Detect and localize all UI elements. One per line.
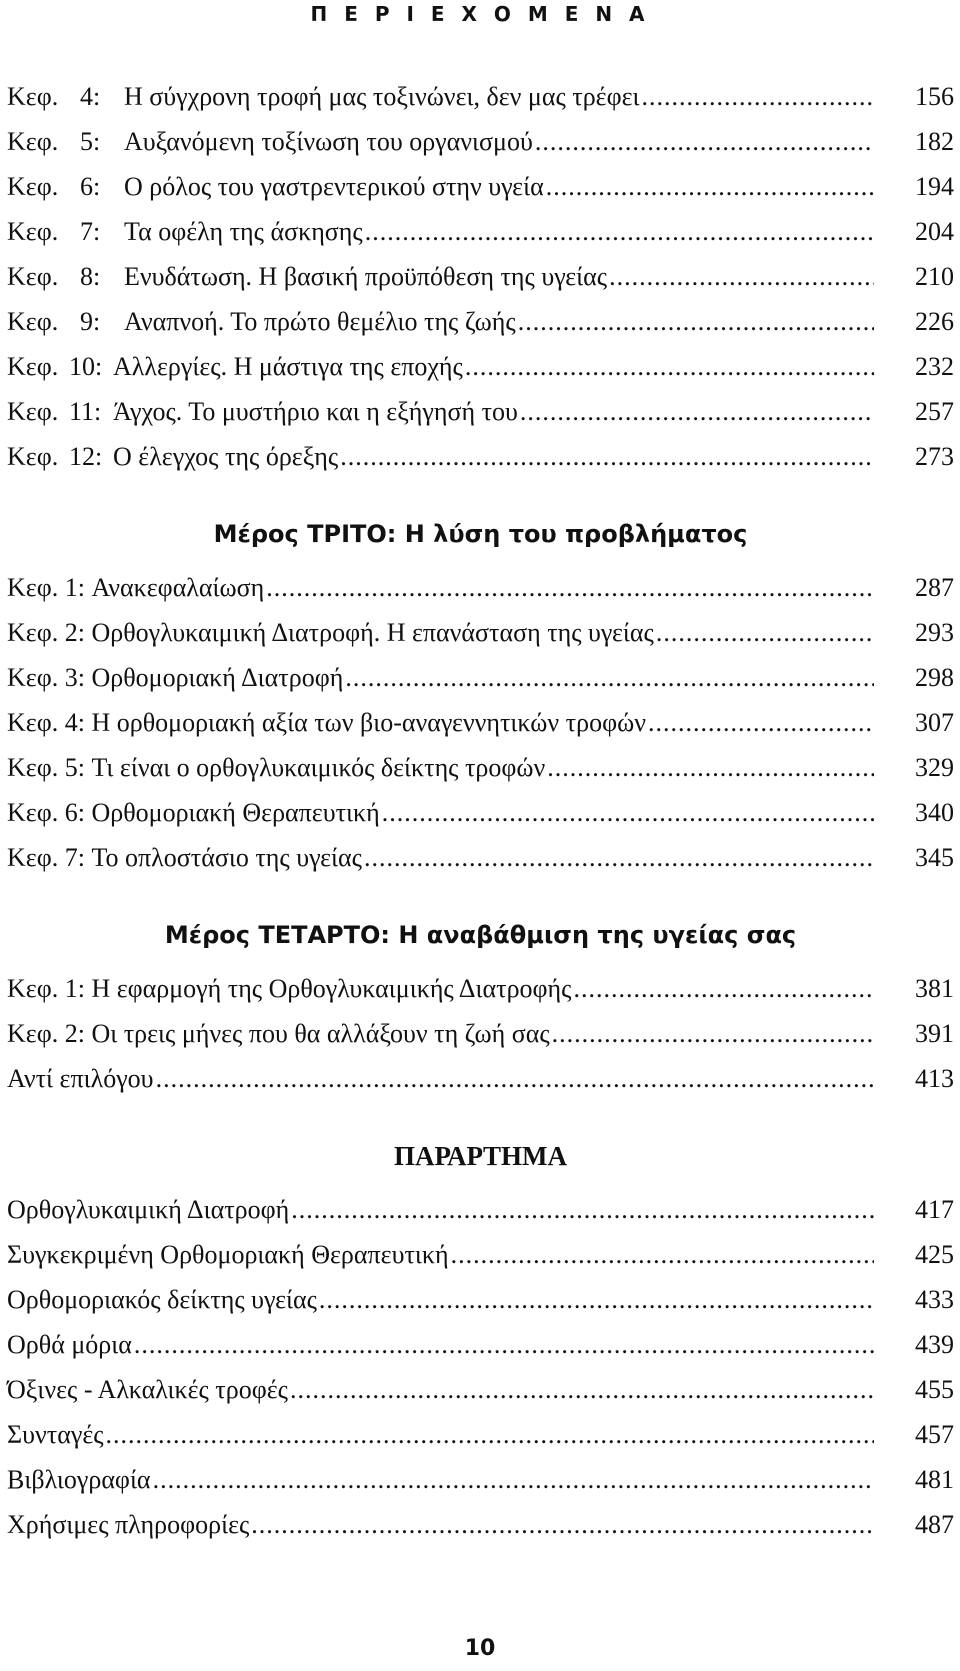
entry-page: 329 <box>915 753 954 782</box>
entry-page: 226 <box>915 307 954 336</box>
entry-prefix: Κεφ. <box>7 262 59 291</box>
entry-title: Αυξανόμενη τοξίνωση του οργανισμού <box>124 127 533 156</box>
toc-entry <box>7 790 954 835</box>
toc-entry <box>7 74 954 119</box>
entry-page: 433 <box>915 1285 954 1314</box>
entry-number: 1: <box>64 974 85 1003</box>
dot-leader <box>106 1412 874 1457</box>
table-of-contents <box>7 74 954 1547</box>
dot-leader <box>546 164 874 209</box>
toc-entry <box>7 655 954 700</box>
entry-page: 381 <box>915 974 954 1003</box>
entry-page: 204 <box>915 217 954 246</box>
entry-prefix: Κεφ. <box>7 663 59 692</box>
dot-leader <box>642 74 874 119</box>
entry-page: 487 <box>915 1510 954 1539</box>
entry-page: 413 <box>915 1064 954 1093</box>
toc-entry <box>7 610 954 655</box>
entry-title: Ορθογλυκαιμική Διατροφή <box>7 1195 290 1224</box>
toc-entry <box>7 700 954 745</box>
entry-page: 257 <box>915 397 954 426</box>
dot-leader <box>291 1187 874 1232</box>
entry-title: Ορθά μόρια <box>7 1330 132 1359</box>
entry-title: Η ορθομοριακή αξία των βιο-αναγεννητικών τροφών <box>91 708 646 737</box>
entry-title: Βιβλιογραφία <box>7 1465 151 1494</box>
dot-leader <box>364 835 874 880</box>
dot-leader <box>518 299 874 344</box>
entry-number: 7: <box>64 843 85 872</box>
entry-number: 6: <box>64 798 85 827</box>
dot-leader <box>535 119 874 164</box>
page-number: 10 <box>464 1636 496 1661</box>
toc-entry <box>7 209 954 254</box>
entry-number: 5: <box>80 127 101 156</box>
toc-entry <box>7 1056 954 1101</box>
dot-leader <box>547 745 874 790</box>
entry-prefix: Κεφ. <box>7 307 59 336</box>
appendix-heading: ΠΑΡΑΡΤΗΜΑ <box>393 1141 567 1171</box>
entry-page: 481 <box>915 1465 954 1494</box>
entry-title: Αλλεργίες. Η μάστιγα της εποχής <box>113 352 463 381</box>
toc-entry <box>7 434 954 479</box>
dot-leader <box>573 966 874 1011</box>
entry-prefix: Κεφ. <box>7 974 59 1003</box>
entry-number: 7: <box>80 217 101 246</box>
entry-number: 12: <box>69 442 103 471</box>
entry-title: Ενυδάτωση. Η βασική προϋπόθεση της υγείας <box>124 262 608 291</box>
toc-entry <box>7 1457 954 1502</box>
dot-leader <box>382 790 874 835</box>
entry-title: Η σύγχρονη τροφή μας τοξινώνει, δεν μας τρέφει <box>124 82 640 111</box>
entry-page: 417 <box>915 1195 954 1224</box>
entry-title: Ορθογλυκαιμική Διατροφή. Η επανάσταση της υγείας <box>91 618 654 647</box>
entry-title: Όξινες - Αλκαλικές τροφές <box>7 1375 288 1404</box>
entry-prefix: Κεφ. <box>7 127 59 156</box>
running-head: Π Ε Ρ Ι Ε Χ Ο Μ Ε Ν Α <box>310 2 650 26</box>
entry-page: 391 <box>915 1019 954 1048</box>
toc-entry <box>7 1011 954 1056</box>
entry-number: 1: <box>64 573 85 602</box>
dot-leader <box>251 1502 874 1547</box>
entry-title: Τι είναι ο ορθογλυκαιμικός δείκτης τροφών <box>91 753 546 782</box>
entry-page: 273 <box>915 442 954 471</box>
entry-number: 4: <box>64 708 85 737</box>
entry-page: 232 <box>915 352 954 381</box>
entry-prefix: Κεφ. <box>7 708 59 737</box>
entry-prefix: Κεφ. <box>7 172 59 201</box>
entry-title: Ορθομοριακή Διατροφή <box>91 663 344 692</box>
section-heading: Μέρος ΤΕΤΑΡΤΟ: Η αναβάθμιση της υγείας σας <box>164 921 797 949</box>
toc-entry <box>7 565 954 610</box>
toc-entry <box>7 745 954 790</box>
entry-prefix: Κεφ. <box>7 1019 59 1048</box>
entry-title: Ορθομοριακός δείκτης υγείας <box>7 1285 317 1314</box>
part-three <box>7 503 954 880</box>
entry-title: Αντί επιλόγου <box>7 1064 154 1093</box>
entry-number: 3: <box>64 663 85 692</box>
entry-number: 2: <box>64 618 85 647</box>
toc-entry <box>7 1232 954 1277</box>
entry-title: Η εφαρμογή της Ορθογλυκαιμικής Διατροφής <box>91 974 572 1003</box>
entry-title: Συγκεκριμένη Ορθομοριακή Θεραπευτική <box>7 1240 449 1269</box>
entry-title: Οι τρεις μήνες που θα αλλάξουν τη ζωή σας <box>91 1019 550 1048</box>
entry-page: 457 <box>915 1420 954 1449</box>
dot-leader <box>319 1277 874 1322</box>
entry-prefix: Κεφ. <box>7 352 59 381</box>
toc-entry <box>7 1412 954 1457</box>
entry-prefix: Κεφ. <box>7 217 59 246</box>
entry-page: 293 <box>915 618 954 647</box>
section-heading: Μέρος ΤΡΙΤΟ: Η λύση του προβλήματος <box>213 520 748 548</box>
dot-leader <box>465 344 874 389</box>
toc-entry <box>7 1322 954 1367</box>
dot-leader <box>656 610 874 655</box>
entry-page: 425 <box>915 1240 954 1269</box>
dot-leader <box>451 1232 874 1277</box>
entry-title: Ανακεφαλαίωση <box>91 573 265 602</box>
entry-number: 5: <box>64 753 85 782</box>
dot-leader <box>340 434 874 479</box>
toc-entry <box>7 966 954 1011</box>
entry-prefix: Κεφ. <box>7 753 59 782</box>
entry-title: Άγχος. Το μυστήριο και η εξήγησή του <box>113 397 518 426</box>
entry-page: 182 <box>915 127 954 156</box>
entry-prefix: Κεφ. <box>7 618 59 647</box>
dot-leader <box>290 1367 874 1412</box>
dot-leader <box>153 1457 874 1502</box>
toc-entry <box>7 1277 954 1322</box>
entry-title: Χρήσιμες πληροφορίες <box>7 1510 250 1539</box>
entry-prefix: Κεφ. <box>7 798 59 827</box>
entry-number: 11: <box>69 397 102 426</box>
entry-page: 439 <box>915 1330 954 1359</box>
entry-number: 4: <box>80 82 101 111</box>
entry-page: 156 <box>915 82 954 111</box>
entry-title: Ορθομοριακή Θεραπευτική <box>91 798 380 827</box>
toc-entry <box>7 344 954 389</box>
entry-title: Συνταγές <box>7 1420 104 1449</box>
toc-entry <box>7 254 954 299</box>
dot-leader <box>609 254 874 299</box>
appendix <box>7 1125 954 1547</box>
entry-number: 9: <box>80 307 101 336</box>
part-two-continued <box>7 74 954 479</box>
entry-number: 8: <box>80 262 101 291</box>
toc-entry <box>7 299 954 344</box>
dot-leader <box>134 1322 874 1367</box>
entry-number: 6: <box>80 172 101 201</box>
entry-page: 298 <box>915 663 954 692</box>
entry-page: 307 <box>915 708 954 737</box>
entry-page: 455 <box>915 1375 954 1404</box>
entry-title: Ο έλεγχος της όρεξης <box>113 442 339 471</box>
dot-leader <box>365 209 874 254</box>
entry-page: 340 <box>915 798 954 827</box>
entry-title: Ο ρόλος του γαστρεντερικού στην υγεία <box>124 172 544 201</box>
dot-leader <box>552 1011 874 1056</box>
toc-entry <box>7 119 954 164</box>
entry-page: 194 <box>915 172 954 201</box>
entry-prefix: Κεφ. <box>7 442 59 471</box>
toc-entry <box>7 1367 954 1412</box>
entry-prefix: Κεφ. <box>7 843 59 872</box>
entry-prefix: Κεφ. <box>7 82 59 111</box>
dot-leader <box>648 700 874 745</box>
dot-leader <box>156 1056 874 1101</box>
entry-number: 10: <box>69 352 103 381</box>
entry-page: 287 <box>915 573 954 602</box>
toc-entry <box>7 164 954 209</box>
part-four <box>7 904 954 1101</box>
entry-prefix: Κεφ. <box>7 397 59 426</box>
entry-title: Αναπνοή. Το πρώτο θεμέλιο της ζωής <box>124 307 516 336</box>
dot-leader <box>520 389 874 434</box>
toc-entry <box>7 1187 954 1232</box>
entry-prefix: Κεφ. <box>7 573 59 602</box>
entry-title: Το οπλοστάσιο της υγείας <box>91 843 362 872</box>
entry-title: Τα οφέλη της άσκησης <box>124 217 363 246</box>
toc-entry <box>7 1502 954 1547</box>
entry-number: 2: <box>64 1019 85 1048</box>
dot-leader <box>345 655 874 700</box>
dot-leader <box>266 565 874 610</box>
entry-page: 210 <box>915 262 954 291</box>
entry-page: 345 <box>915 843 954 872</box>
toc-entry <box>7 835 954 880</box>
toc-entry <box>7 389 954 434</box>
